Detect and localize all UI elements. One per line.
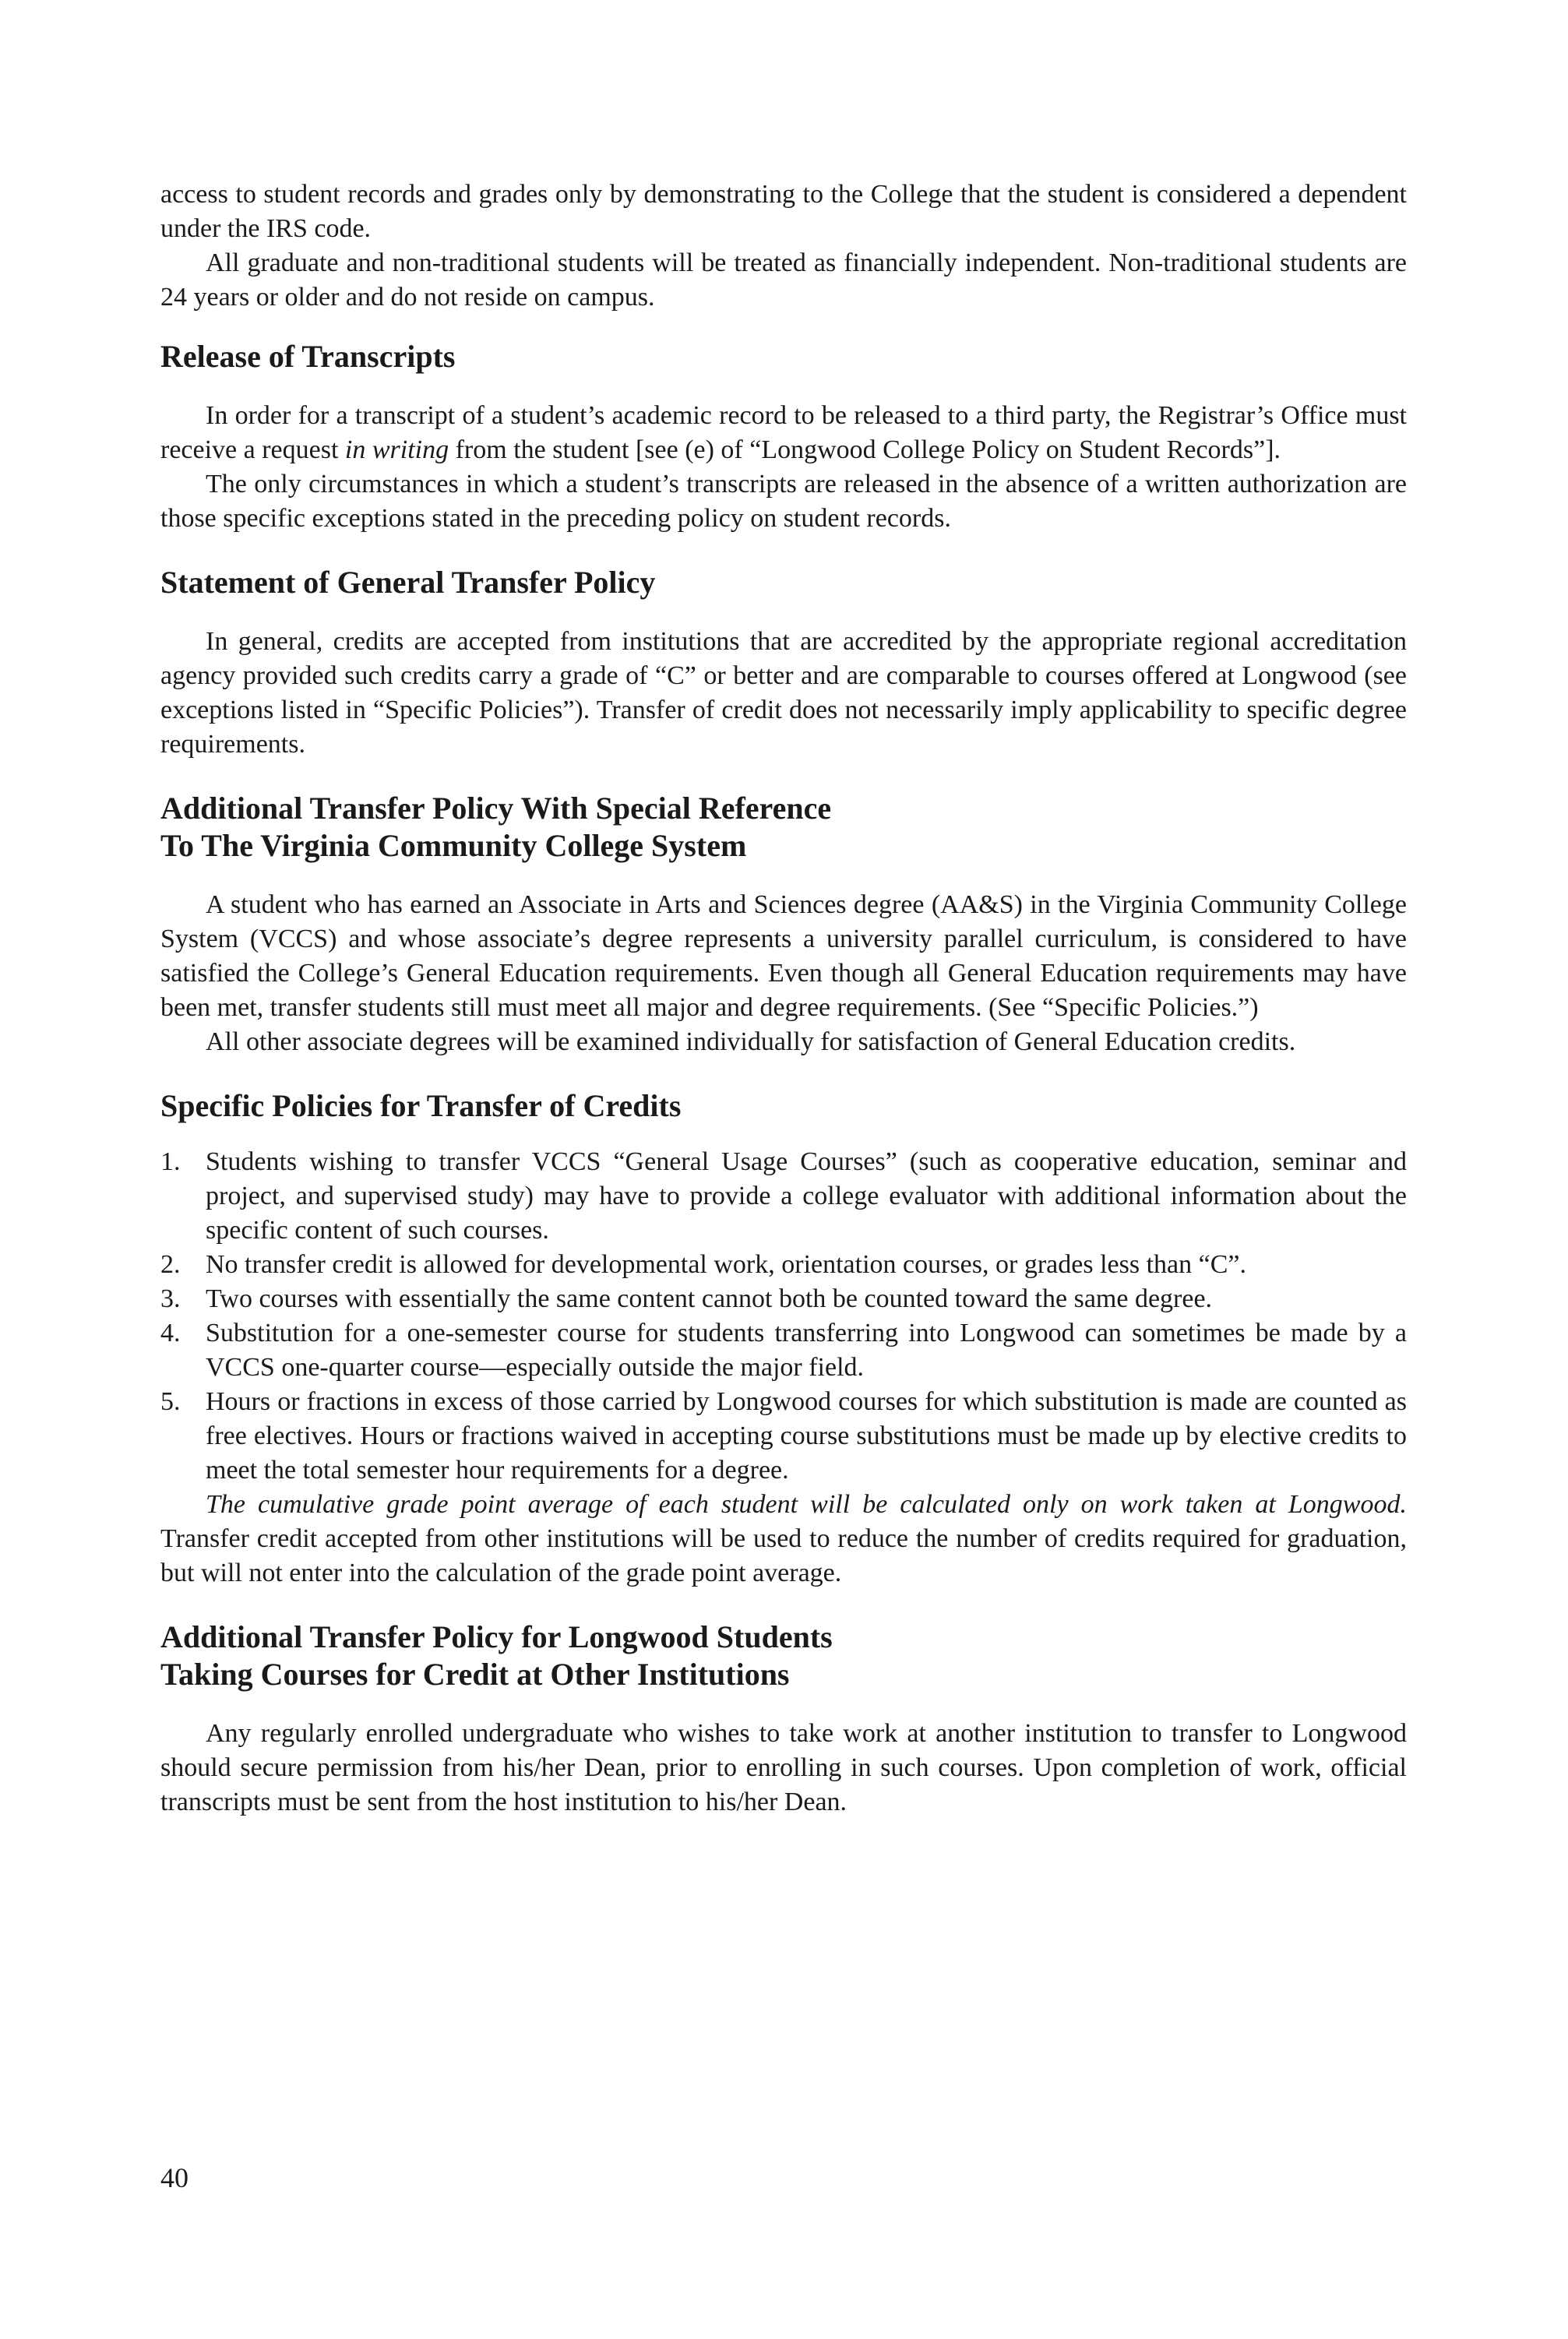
vccs-paragraph-1: A student who has earned an Associate in Arts and Sciences degree (AA&S) in the Virginia Community College System (VCCS) and whose associate’s degree represents a university parallel curriculum, is considered to have satisfied the College’s General Education requirements. Even though all General Education requirements may have been met, transfer students still must meet all major and degree requirements. (See “Specific Policies.”) [160,890,1407,1022]
heading-release-of-transcripts: Release of Transcripts [160,339,456,374]
list-item-text: Substitution for a one-semester course for students transferring into Longwood can sometimes be made by a VCCS one-quarter course—especially outside the major field. [206,1319,1407,1382]
heading-vccs-transfer-policy [160,790,1407,865]
list-item-number: 1. [160,1147,181,1176]
release-p1-text-b: from the student [see (e) of “Longwood College Policy on Student Records”]. [449,435,1281,464]
longwood-heading-line-1: Additional Transfer Policy for Longwood Students [160,1619,833,1654]
release-p1-text-a: In order for a transcript of a student’s academic record to be released to a third party, the Registrar’s Office must receive a request [160,401,1407,464]
intro-paragraph-independent: All graduate and non-traditional students will be treated as financially independent. Non-traditional students are 24 years or older and do not reside on campus. [160,248,1407,312]
vccs-paragraph-2: All other associate degrees will be examined individually for satisfaction of General Education credits. [206,1027,1296,1056]
specific-policies-list [160,1145,1407,1488]
vccs-heading-line-2: To The Virginia Community College System [160,828,747,863]
gpa-paragraph [160,1488,1407,1590]
longwood-heading-line-2: Taking Courses for Credit at Other Institutions [160,1657,790,1692]
list-item-text: Two courses with essentially the same content cannot both be counted toward the same degree. [206,1284,1213,1313]
list-item-number: 3. [160,1284,181,1313]
list-item-number: 4. [160,1319,181,1347]
list-item [160,1316,1407,1385]
release-paragraph-2: The only circumstances in which a student’s transcripts are released in the absence of a written authorization are those specific exceptions stated in the preceding policy on student records. [160,470,1407,533]
list-item [160,1248,1407,1282]
list-item [160,1282,1407,1316]
longwood-paragraph-1: Any regularly enrolled undergraduate who wishes to take work at another institution to transfer to Longwood should secure permission from his/her Dean, prior to enrolling in such courses. Upon completion of work, official transcripts must be sent from the host institution to his/her Dean. [160,1719,1407,1816]
list-item [160,1145,1407,1248]
heading-longwood-students-policy [160,1619,1407,1693]
general-paragraph-1: In general, credits are accepted from institutions that are accredited by the appropriate regional accreditation agency provided such credits carry a grade of “C” or better and are comparable to courses offered at Longwood (see exceptions listed in “Specific Policies”). Transfer of credit does not necessarily imply applicability to specific degree requirements. [160,627,1407,759]
release-paragraph-1 [160,399,1407,467]
gpa-rest: Transfer credit accepted from other institutions will be used to reduce the number of credits required for graduation, but will not enter into the calculation of the grade point average. [160,1524,1407,1587]
gpa-emphasis: The cumulative grade point average of each student will be calculated only on work taken at Longwood. [206,1490,1407,1519]
list-item-number: 2. [160,1250,181,1279]
release-p1-emphasis: in writing [344,435,449,464]
list-item-number: 5. [160,1387,181,1416]
document-page [160,178,1407,1819]
heading-specific-policies: Specific Policies for Transfer of Credits [160,1088,682,1123]
page-number: 40 [160,2162,189,2193]
list-item-text: No transfer credit is allowed for developmental work, orientation courses, or grades less than “C”. [206,1250,1246,1279]
list-item-text: Students wishing to transfer VCCS “General Usage Courses” (such as cooperative education, seminar and project, and supervised study) may have to provide a college evaluator with additional information about the specific content of such courses. [206,1147,1407,1245]
heading-general-transfer-policy: Statement of General Transfer Policy [160,565,656,600]
list-item [160,1385,1407,1488]
intro-paragraph-continued: access to student records and grades only by demonstrating to the College that the student is considered a dependent under the IRS code. [160,180,1407,243]
vccs-heading-line-1: Additional Transfer Policy With Special Reference [160,791,832,826]
list-item-text: Hours or fractions in excess of those carried by Longwood courses for which substitution is made are counted as free electives. Hours or fractions waived in accepting course substitutions must be made up by elective credits to meet the total semester hour requirements for a degree. [206,1387,1407,1485]
